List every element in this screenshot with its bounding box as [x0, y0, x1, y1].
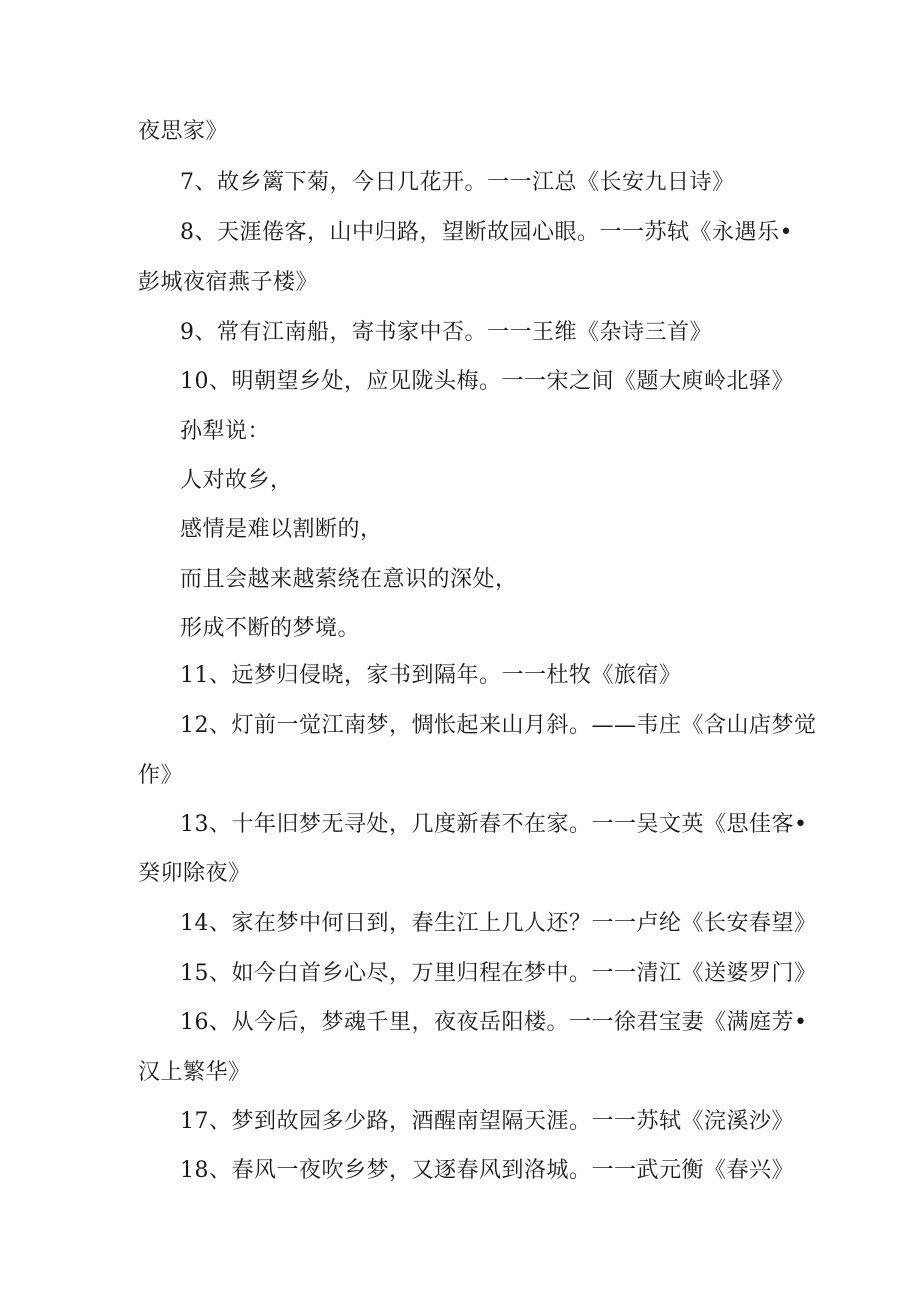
- poem-line-18: 18、春风一夜吹乡梦，又逐春风到洛城。一一武元衡《春兴》: [180, 1158, 794, 1183]
- text-line: 彭城夜宿燕子楼》: [138, 270, 319, 295]
- poem-line-17: 17、梦到故园多少路，酒醒南望隔天涯。一一苏轼《浣溪沙》: [180, 1109, 794, 1134]
- text-line: 癸卯除夜》: [138, 861, 251, 886]
- text-line: 作》: [138, 763, 184, 788]
- poem-line-11: 11、远梦归侵晓，家书到隔年。一一杜牧《旅宿》: [180, 663, 682, 688]
- poem-line-7: 7、故乡篱下菊，今日几花开。一一江总《长安九日诗》: [180, 170, 735, 195]
- quote-line: 而且会越来越萦绕在意识的深处，: [180, 567, 518, 592]
- poem-line-10: 10、明朝望乡处，应见陇头梅。一一宋之间《题大庾岭北驿》: [180, 369, 794, 394]
- poem-line-12: 12、灯前一觉江南梦，惆怅起来山月斜。——韦庄《含山店梦觉: [180, 713, 817, 738]
- poem-line-15: 15、如今白首乡心尽，万里归程在梦中。一一清江《送婆罗门》: [180, 961, 817, 986]
- text-line: 夜思家》: [138, 119, 229, 144]
- poem-line-13: 13、十年旧梦无寻处，几度新春不在家。一一吴文英《思佳客•: [180, 812, 808, 837]
- text-line: 汉上繁华》: [138, 1060, 251, 1085]
- poem-line-9: 9、常有江南船，寄书家中否。一一王维《杂诗三首》: [180, 320, 712, 345]
- poem-line-8: 8、天涯倦客，山中归路，望断故园心眼。一一苏轼《永遇乐•: [180, 220, 793, 245]
- quote-intro: 孙犁说：: [180, 419, 271, 444]
- quote-line: 人对故乡，: [180, 468, 293, 493]
- poem-line-16: 16、从今后，梦魂千里，夜夜岳阳楼。一一徐君宝妻《满庭芳•: [180, 1010, 808, 1035]
- quote-line: 感情是难以割断的，: [180, 517, 383, 542]
- quote-line: 形成不断的梦境。: [180, 616, 361, 641]
- poem-line-14: 14、家在梦中何日到，春生江上几人还？一一卢纶《长安春望》: [180, 911, 817, 936]
